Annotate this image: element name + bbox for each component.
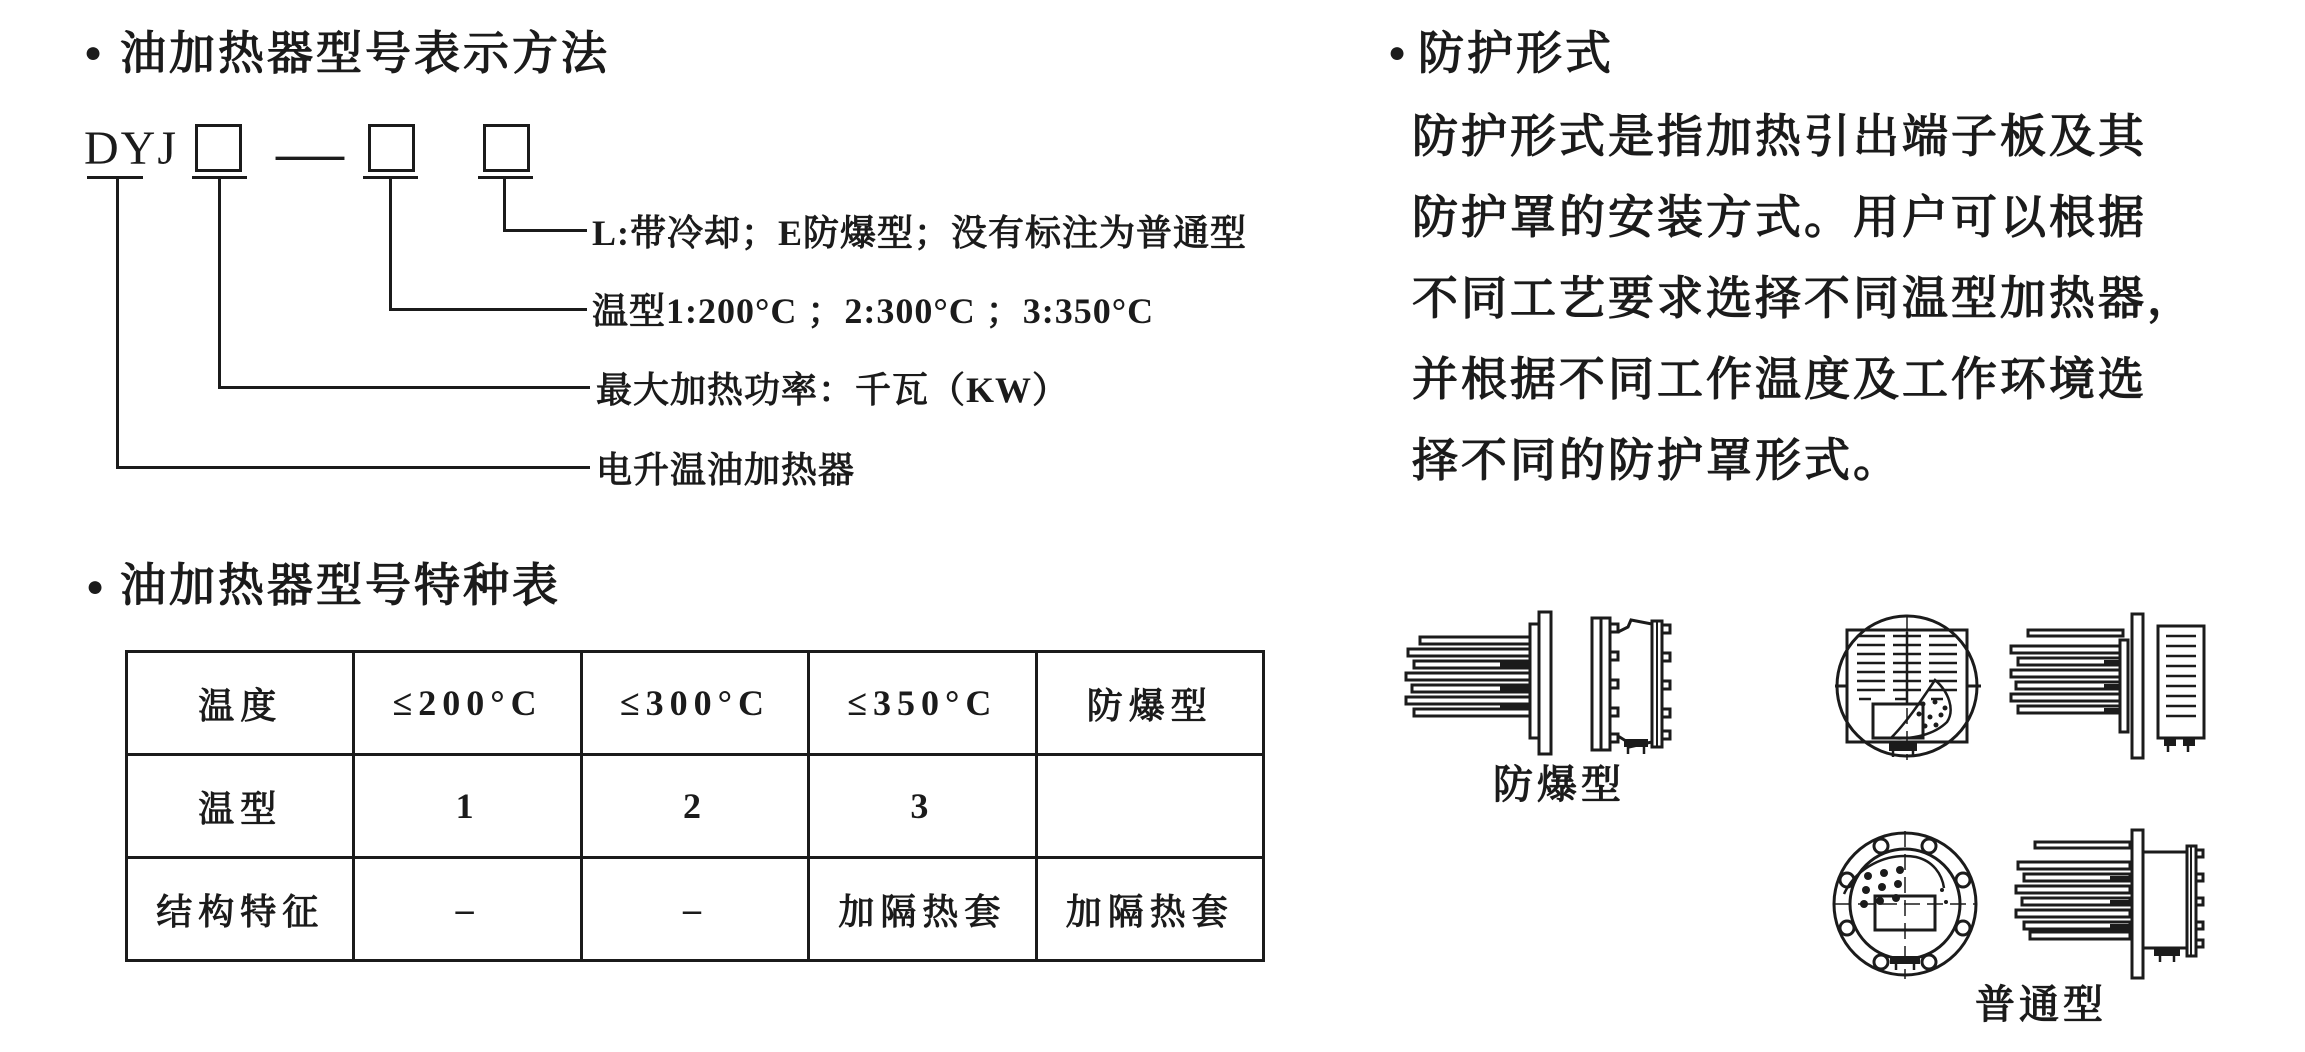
connector-h-box1 [218, 386, 590, 389]
table-row [127, 652, 1264, 755]
model-box-variant [483, 124, 530, 172]
table-header-cell: ≤200°C [354, 652, 581, 755]
connector-v-prefix [116, 179, 119, 469]
paragraph-line: 择不同的防护罩形式。 [1412, 435, 1902, 486]
spec-table-title: 油加热器型号特种表 [120, 560, 561, 611]
paragraph-line: 并根据不同工作温度及工作环境选 [1412, 354, 2147, 405]
paragraph-line: 防护形式是指加热引出端子板及其 [1412, 111, 2147, 162]
paragraph-line: 防护罩的安装方式。用户可以根据 [1412, 192, 2147, 243]
bullet-icon: ● [86, 570, 105, 603]
protection-paragraph [1412, 96, 2196, 501]
table-cell: 加隔热套 [1036, 858, 1263, 961]
table-cell: 结构特征 [127, 858, 354, 961]
table-header-cell: 温度 [127, 652, 354, 755]
vented-box-side-view-drawing [2006, 610, 2206, 762]
round-flange-front-view-drawing [1830, 826, 1982, 984]
table-header-cell: ≤350°C [809, 652, 1036, 755]
table-cell [1036, 755, 1263, 858]
table-header-cell: ≤300°C [581, 652, 808, 755]
table-row [127, 858, 1264, 961]
connector-h-box3 [503, 229, 587, 232]
model-dash: — [276, 113, 344, 189]
model-box-power [195, 124, 242, 172]
paragraph-line: 不同工艺要求选择不同温型加热器， [1412, 273, 2196, 324]
ordinary-side-view-drawing [2010, 828, 2210, 980]
protection-section-title: 防护形式 [1418, 28, 1614, 79]
table-cell: 1 [354, 755, 581, 858]
model-box-temp-type [368, 124, 415, 172]
connector-h-box2 [389, 308, 587, 311]
ordinary-type-label: 普通型 [1975, 982, 2107, 1027]
model-prefix: DYJ [84, 122, 179, 175]
underline-prefix [87, 176, 143, 179]
table-cell: 加隔热套 [809, 858, 1036, 961]
table-header-cell: 防爆型 [1036, 652, 1263, 755]
spec-table [125, 650, 1265, 962]
table-cell: 3 [809, 755, 1036, 858]
explosion-proof-side-view-drawing [1400, 608, 1685, 758]
explosion-proof-label: 防爆型 [1493, 762, 1625, 807]
table-cell: 温型 [127, 755, 354, 858]
table-cell: – [581, 858, 808, 961]
square-flange-front-view-drawing [1833, 612, 1985, 764]
model-label-variant: L:带冷却；E防爆型；没有标注为普通型 [592, 213, 1248, 253]
table-cell: – [354, 858, 581, 961]
table-cell: 2 [581, 755, 808, 858]
connector-v-box1 [218, 179, 221, 389]
model-label-temp-type: 温型1:200°C ；2:300°C ；3:350°C [592, 291, 1155, 331]
connector-h-prefix [116, 466, 590, 469]
model-section-title: 油加热器型号表示方法 [120, 28, 610, 79]
connector-v-box2 [389, 179, 392, 311]
connector-v-box3 [503, 179, 506, 232]
table-row [127, 755, 1264, 858]
model-label-power: 最大加热功率：千瓦（KW） [596, 370, 1070, 410]
bullet-icon: ● [84, 36, 103, 69]
bullet-icon: ● [1388, 36, 1407, 69]
model-label-prefix: 电升温油加热器 [596, 450, 856, 490]
